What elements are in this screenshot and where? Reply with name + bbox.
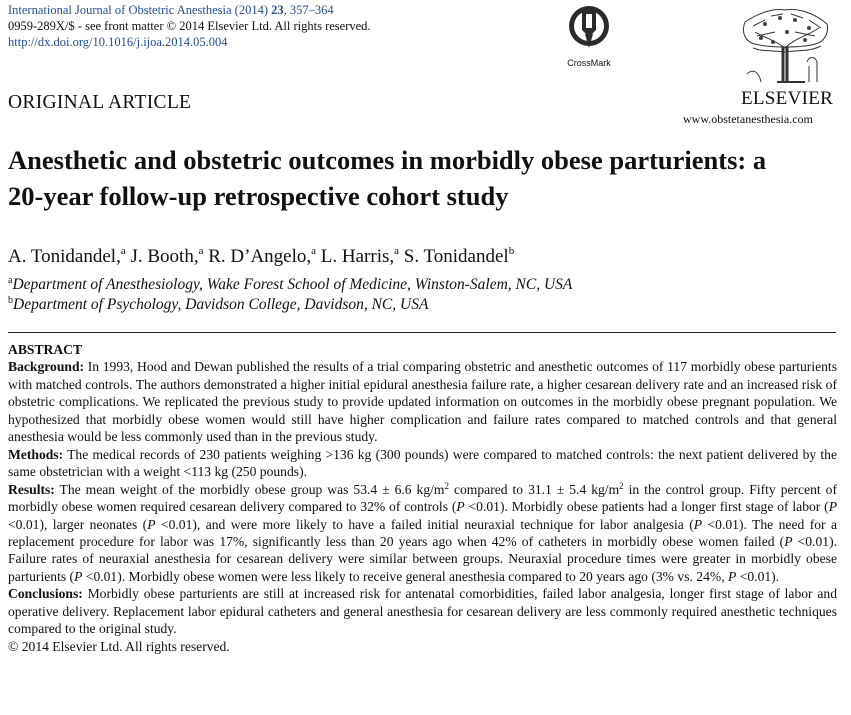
author-list <box>8 245 514 268</box>
affiliation-text: Department of Psychology, Davidson College, Davidson, NC, USA <box>13 296 429 313</box>
abstract-results <box>8 481 837 586</box>
affiliation-key: b <box>8 295 13 306</box>
author-name[interactable]: A. Tonidandel, <box>8 246 121 267</box>
results-text: <0.01). Morbidly obese women were less likely to receive general anesthesia compared to 20 years ago (3% vs. 24%, <box>82 568 728 584</box>
results-text: <0.01). The need for a replacement procedure for labor was 17%, significantly less than 20 years ago when 42% of catheters in morbidly obese women failed ( <box>8 516 837 549</box>
author-name[interactable]: J. Booth, <box>130 246 199 267</box>
journal-pages: , 357–364 <box>283 3 334 17</box>
results-text: <0.01). <box>736 568 780 584</box>
author-affiliation-marker: a <box>311 245 317 257</box>
affiliation-a <box>8 275 572 294</box>
doi-link[interactable]: http://dx.doi.org/10.1016/j.ijoa.2014.05.004 <box>8 35 228 49</box>
author-name[interactable]: R. D’Angelo, <box>208 246 312 267</box>
superscript: 2 <box>619 480 624 491</box>
author-affiliation-marker: b <box>508 245 515 257</box>
methods-label: Methods: <box>8 446 64 462</box>
background-text: In 1993, Hood and Dewan published the results of a trial comparing obstetric and anesthetic outcomes of 117 morbidly obese parturients with matched controls. The authors demonstrated a higher initial epidural anesthesia failure rate, a higher cesarean delivery rate and an increased risk of obstetric complications. We replicated the previous study to provide updated information on outcomes in the morbidly obese pregnant population. We hypothesized that morbidly obese women would still have higher complication and failure rates compared to matched controls and that general anesthesia would be less commonly used than in the previous study. <box>8 359 837 445</box>
abstract <box>8 341 837 655</box>
abstract-heading: ABSTRACT <box>8 342 83 357</box>
methods-text: The medical records of 230 patients weighing >136 kg (300 pounds) were compared to matched controls: the next patient delivered by the same obstetrician with a weight <113 kg (250 pounds). <box>8 446 837 480</box>
author-affiliation-marker: a <box>394 245 400 257</box>
abstract-methods <box>8 446 837 481</box>
p-value-symbol: P <box>828 499 837 515</box>
superscript: 2 <box>444 480 449 491</box>
p-value-symbol: P <box>693 516 703 532</box>
crossmark-label: CrossMark <box>567 58 611 68</box>
abstract-background <box>8 358 837 445</box>
results-text: The mean weight of the morbidly obese group was 53.4 ± 6.6 kg/m <box>54 481 445 497</box>
affiliation-text: Department of Anesthesiology, Wake Forest School of Medicine, Winston-Salem, NC, USA <box>12 276 573 293</box>
issn-line: 0959-289X/$ - see front matter © 2014 Elsevier Ltd. All rights reserved. <box>8 19 371 33</box>
journal-citation[interactable] <box>8 2 334 18</box>
author-name[interactable]: L. Harris, <box>320 246 395 267</box>
author-name[interactable]: S. Tonidandel <box>403 246 509 267</box>
results-text: <0.01), and were more likely to have a failed initial neuraxial technique for labor analgesia ( <box>155 516 694 532</box>
divider <box>8 332 836 333</box>
affiliation-key: a <box>8 275 13 286</box>
elsevier-tree-logo <box>735 2 835 93</box>
conclusions-label: Conclusions: <box>8 586 83 602</box>
p-value-symbol: P <box>456 499 465 515</box>
results-text: <0.01). Failure rates of neuraxial anesthesia for cesarean delivery were similar between groups. Neuraxial procedure times were greater in morbidly obese parturients ( <box>8 533 838 584</box>
publisher-name: ELSEVIER <box>741 88 834 109</box>
background-label: Background: <box>8 359 85 375</box>
affiliation-b <box>8 295 428 314</box>
results-label: Results: <box>8 481 55 497</box>
conclusions-text: Morbidly obese parturients are still at increased risk for antenatal comorbidities, failed labor analgesia, longer first stage of labor and operative delivery. Replacement labor epidural catheters and general anesthesia for cesarean delivery are less commonly required anesthetic techniques compared to the original study. <box>8 586 837 637</box>
publisher-website-link[interactable]: www.obstetanesthesia.com <box>683 112 813 126</box>
p-value-symbol: P <box>784 533 793 549</box>
article-type-label: ORIGINAL ARTICLE <box>8 92 192 113</box>
article-title: Anesthetic and obstetric outcomes in morbidly obese parturients: a 20-year follow-up retrospective cohort study <box>8 145 767 211</box>
author-affiliation-marker: a <box>198 245 204 257</box>
results-text: compared to 31.1 ± 5.4 kg/m <box>449 481 620 497</box>
results-text: <0.01), larger neonates ( <box>8 516 148 532</box>
journal-name: International Journal of Obstetric Anesthesia (2014) <box>8 3 272 17</box>
crossmark-badge[interactable] <box>557 4 621 68</box>
crossmark-icon <box>567 4 611 52</box>
p-value-symbol: P <box>74 568 83 584</box>
p-value-symbol: P <box>147 516 156 532</box>
results-text: <0.01). Morbidly obese patients had a longer first stage of labor ( <box>464 499 829 515</box>
abstract-conclusions <box>8 585 837 637</box>
author-affiliation-marker: a <box>120 245 126 257</box>
results-text: in the control group. Fifty percent of morbidly obese women required cesarean delivery compared to 32% of controls ( <box>8 481 837 515</box>
p-value-symbol: P <box>728 568 737 584</box>
copyright-notice: © 2014 Elsevier Ltd. All rights reserved. <box>8 638 230 654</box>
journal-volume: 23 <box>271 3 284 17</box>
